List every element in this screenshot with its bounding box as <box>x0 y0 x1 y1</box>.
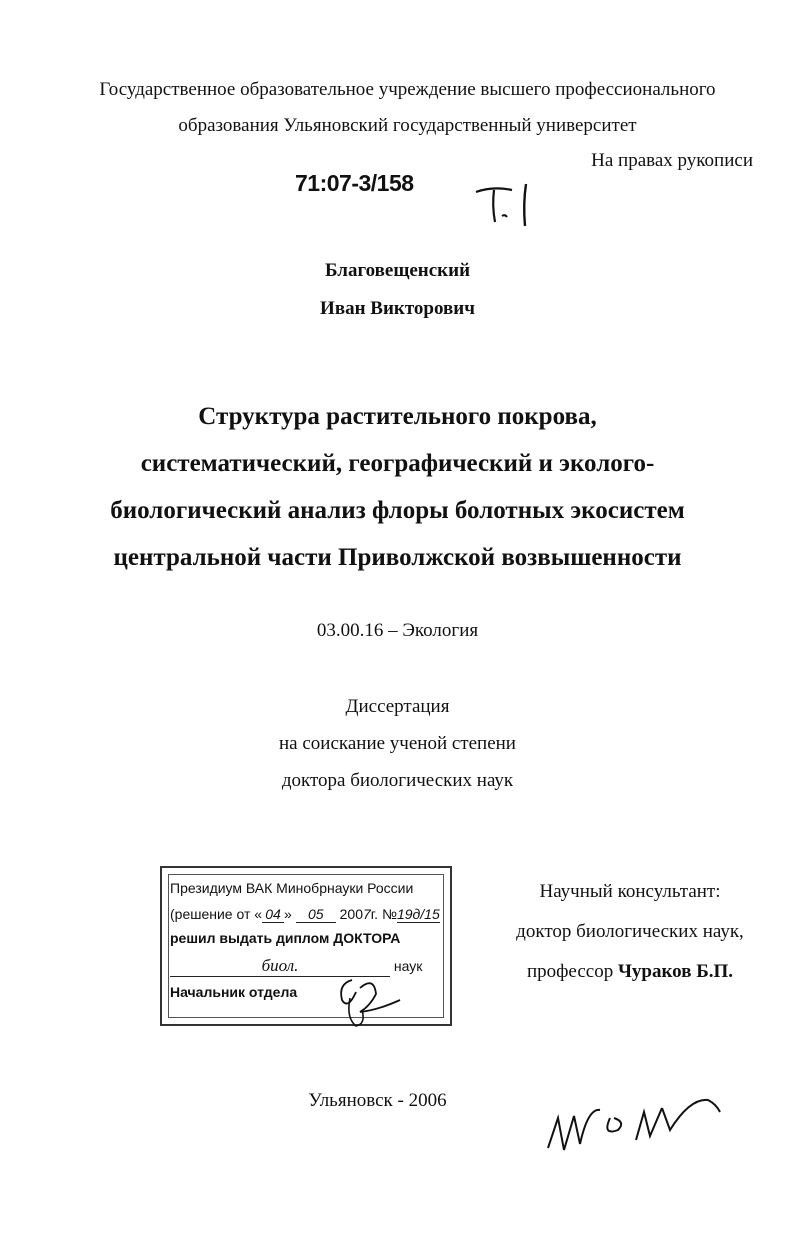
author-name: Иван Викторович <box>320 298 475 319</box>
title-line-2: систематический, географический и эколого- <box>140 450 655 477</box>
institution-header <box>40 72 775 144</box>
manuscript-rights-note: На правах рукописи <box>591 150 753 171</box>
title-line-3: биологический анализ флоры болотных экосистем <box>110 497 685 524</box>
stamp-decision-line <box>170 906 440 923</box>
dissertation-line-2: на соискание ученой степени <box>279 733 516 754</box>
bottom-signature <box>540 1078 740 1168</box>
stamp-line-1: Президиум ВАК Минобрнауки России <box>170 880 414 896</box>
stamp-line-5: Начальник отдела <box>170 984 298 1000</box>
consultant-degree: доктор биологических наук, <box>516 921 744 942</box>
stamp-science-suffix: наук <box>393 958 423 974</box>
consultant-label: Научный консультант: <box>539 881 721 902</box>
consultant-title-prefix: профессор <box>526 961 614 982</box>
author-surname: Благовещенский <box>324 260 471 281</box>
handwritten-volume-mark <box>468 178 548 230</box>
catalog-code: 71:07-3/158 <box>295 170 414 196</box>
dissertation-line-3: доктора биологических наук <box>281 770 514 791</box>
stamp-number: 19д/15 <box>396 906 440 922</box>
institution-line-2: образования Ульяновский государственный университет <box>178 115 637 136</box>
specialty: 03.00.16 – Экология <box>316 620 479 641</box>
stamp-year-digit: 7 <box>362 906 371 922</box>
dissertation-line-1: Диссертация <box>345 696 450 717</box>
title-line-4: центральной части Приволжской возвышенности <box>113 544 682 571</box>
stamp-quote-close: » <box>284 906 292 922</box>
stamp-number-prefix: г. № <box>370 906 397 922</box>
institution-line-1: Государственное образовательное учреждение высшего профессионального <box>99 79 716 100</box>
stamp-line-3: решил выдать диплом ДОКТОРА <box>170 930 401 946</box>
dissertation-type-block <box>0 688 795 799</box>
stamp-year-prefix: 200 <box>339 906 363 922</box>
stamp-signature <box>330 970 410 1030</box>
author-block <box>0 252 795 328</box>
stamp-field: биол. <box>170 956 390 977</box>
stamp-month: 05 <box>296 906 336 923</box>
consultant-name: Чураков Б.П. <box>617 961 734 982</box>
stamp-day: 04 <box>262 906 284 923</box>
dissertation-title <box>0 393 795 581</box>
stamp-decision-prefix: (решение от « <box>170 906 263 922</box>
consultant-title-line <box>500 952 760 992</box>
scientific-consultant-block <box>500 872 760 992</box>
title-line-1: Структура растительного покрова, <box>198 403 597 430</box>
city-year: Ульяновск - 2006 <box>308 1090 447 1111</box>
